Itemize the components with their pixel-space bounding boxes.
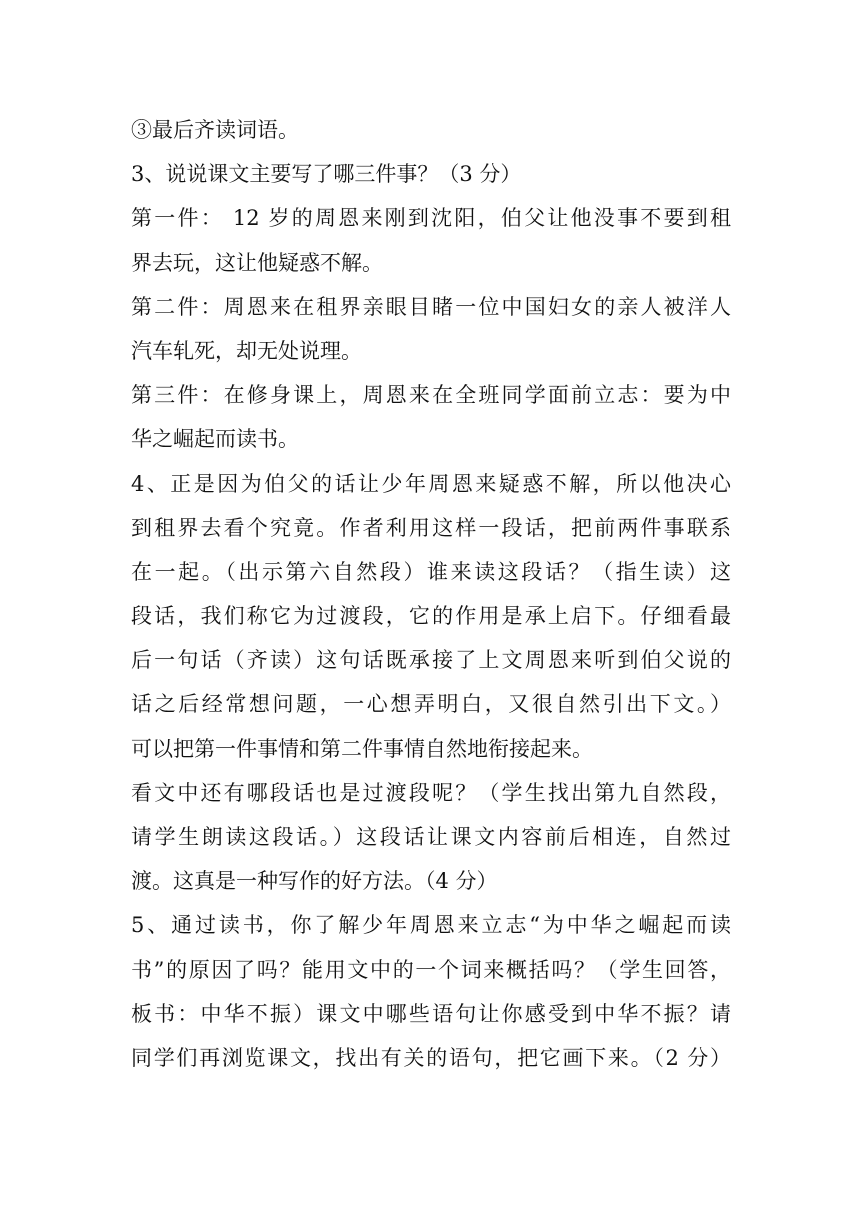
text-line: 渡。这真是一种写作的好方法。（4 分） xyxy=(131,869,498,894)
document-body xyxy=(131,108,731,1080)
text-line: 在一起。（出示第六自然段）谁来读这段话？（指生读）这 xyxy=(131,559,731,584)
text-line: 第二件：周恩来在租界亲眼目睹一位中国妇女的亲人被洋人 xyxy=(131,294,731,319)
text-line: 板书：中华不振）课文中哪些语句让你感受到中华不振？请 xyxy=(131,1001,731,1026)
text-line: 请学生朗读这段话。）这段话让课文内容前后相连，自然过 xyxy=(131,825,731,849)
text-line: 第一件： 12 岁的周恩来刚到沈阳，伯父让他没事不要到租 xyxy=(131,206,731,231)
text-line: 同学们再浏览课文，找出有关的语句，把它画下来。（2 分） xyxy=(131,1045,731,1070)
text-line: 第三件：在修身课上，周恩来在全班同学面前立志：要为中 xyxy=(131,383,731,408)
text-line: 看文中还有哪段话也是过渡段呢？（学生找出第九自然段， xyxy=(131,780,731,805)
text-line: 到租界去看个究竟。作者利用这样一段话，把前两件事联系 xyxy=(131,515,731,540)
text-line: 3、说说课文主要写了哪三件事？（3 分） xyxy=(131,162,522,187)
text-line: 汽车轧死，却无处说理。 xyxy=(131,338,362,363)
text-line: 后一句话（齐读）这句话既承接了上文周恩来听到伯父说的 xyxy=(131,648,731,673)
text-line: 5、通过读书，你了解少年周恩来立志“为中华之崛起而读 xyxy=(131,913,731,938)
text-line: 段话，我们称它为过渡段，它的作用是承上启下。仔细看最 xyxy=(131,604,731,629)
text-line: 华之崛起而读书。 xyxy=(131,427,299,452)
text-line: ③最后齐读词语。 xyxy=(131,118,299,142)
text-line: 可以把第一件事情和第二件事情自然地衔接起来。 xyxy=(131,736,593,761)
text-line: 书”的原因了吗？能用文中的一个词来概括吗？（学生回答， xyxy=(131,957,731,982)
text-line: 界去玩，这让他疑惑不解。 xyxy=(131,250,383,275)
text-line: 话之后经常想问题，一心想弄明白，又很自然引出下文。） xyxy=(131,692,731,717)
text-line: 4、正是因为伯父的话让少年周恩来疑惑不解，所以他决心 xyxy=(131,471,731,496)
